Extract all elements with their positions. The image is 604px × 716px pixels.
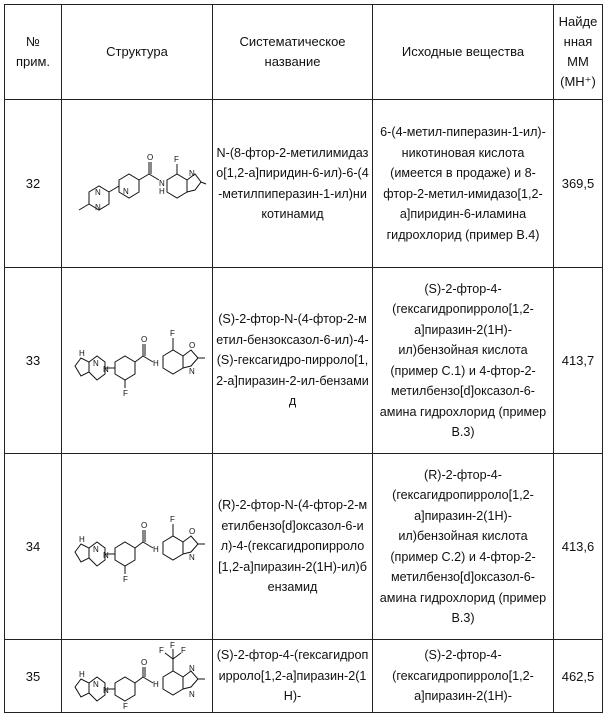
svg-text:F: F (123, 574, 128, 584)
svg-text:N: N (159, 178, 165, 188)
found-mass: 413,6 (554, 454, 603, 640)
svg-text:N: N (103, 364, 109, 374)
svg-text:H: H (159, 186, 165, 196)
svg-text:H: H (153, 680, 159, 689)
starting-materials: (S)-2-фтор-4-(гексагидропирроло[1,2-а]пиразин-2(1Н)- (373, 640, 554, 713)
svg-text:H: H (153, 358, 159, 368)
svg-text:O: O (147, 152, 154, 162)
table-row (5, 100, 603, 268)
svg-text:H: H (79, 534, 85, 544)
header-row (5, 5, 603, 100)
svg-text:N: N (93, 544, 99, 554)
svg-text:N: N (189, 690, 195, 699)
chemical-structure (67, 316, 207, 406)
svg-text:O: O (141, 334, 148, 344)
svg-text:N: N (189, 366, 195, 376)
svg-text:F: F (159, 646, 164, 655)
svg-text:H: H (79, 670, 85, 679)
svg-text:F: F (181, 646, 186, 655)
svg-text:O: O (141, 520, 148, 530)
svg-text:H: H (79, 348, 85, 358)
structure-image (62, 268, 213, 454)
svg-text:F: F (123, 388, 128, 398)
structure-image (62, 454, 213, 640)
svg-text:N: N (103, 686, 109, 695)
chemical-structure (67, 144, 207, 224)
structure-image (62, 640, 213, 713)
chemical-structure (67, 502, 207, 592)
table-row (5, 640, 603, 713)
example-number: 32 (5, 100, 62, 268)
svg-text:N: N (123, 186, 129, 196)
table-row (5, 454, 603, 640)
systematic-name: N-(8-фтор-2-метилимидазо[1,2-а]пиридин-6-ил)-6-(4-метилпиперазин-1-ил)никотинамид (213, 100, 373, 268)
starting-materials: (S)-2-фтор-4-(гексагидропирроло[1,2-а]пиразин-2(1Н)-ил)бензойная кислота (пример С.1) и 4-фтор-2-метилбензо[d]оксазол-6-амина гидрохлорид (пример B.3) (373, 268, 554, 454)
svg-text:O: O (189, 526, 196, 536)
example-number: 35 (5, 640, 62, 713)
svg-text:F: F (170, 328, 175, 338)
svg-text:N: N (93, 680, 99, 689)
svg-text:H: H (153, 544, 159, 554)
systematic-name: (R)-2-фтор-N-(4-фтор-2-метилбензо[d]оксазол-6-ил)-4-(гексагидропирроло[1,2-а]пиразин-2(1Н)-ил)бензамид (213, 454, 373, 640)
header-source: Исходные вещества (373, 5, 554, 100)
example-number: 33 (5, 268, 62, 454)
svg-text:N: N (95, 187, 101, 197)
found-mass: 413,7 (554, 268, 603, 454)
svg-text:N: N (189, 664, 195, 673)
table-row (5, 268, 603, 454)
compounds-table (4, 4, 603, 713)
svg-text:F: F (174, 154, 179, 164)
svg-text:N: N (189, 168, 195, 178)
starting-materials: (R)-2-фтор-4-(гексагидропирроло[1,2-а]пиразин-2(1Н)-ил)бензойная кислота (пример С.2) и 4-фтор-2-метилбензо[d]оксазол-6-амина гидрохлорид (пример B.3) (373, 454, 554, 640)
starting-materials: 6-(4-метил-пиперазин-1-ил)-никотиновая кислота (имеется в продаже) и 8-фтор-2-метил-имидазо[1,2-а]пиридин-6-иламина гидрохлорид (пример B.4) (373, 100, 554, 268)
svg-text:N: N (95, 202, 101, 212)
header-num: № прим. (5, 5, 62, 100)
header-structure: Структура (62, 5, 213, 100)
svg-text:N: N (103, 550, 109, 560)
svg-text:F: F (170, 514, 175, 524)
svg-text:N: N (93, 358, 99, 368)
svg-text:O: O (141, 658, 148, 667)
header-name: Систематическое название (213, 5, 373, 100)
svg-text:N: N (189, 552, 195, 562)
systematic-name: (S)-2-фтор-4-(гексагидропирроло[1,2-а]пиразин-2(1Н)- (213, 640, 373, 713)
found-mass: 369,5 (554, 100, 603, 268)
svg-text:O: O (189, 340, 196, 350)
chemical-structure (67, 641, 207, 711)
header-mm: Найденная ММ (МН⁺) (554, 5, 603, 100)
svg-text:F: F (170, 641, 175, 650)
structure-image (62, 100, 213, 268)
svg-text:F: F (123, 702, 128, 711)
systematic-name: (S)-2-фтор-N-(4-фтор-2-метил-бензоксазол-6-ил)-4-(S)-гексагидро-пирроло[1,2-а]пиразин-2-ил-бензамид (213, 268, 373, 454)
example-number: 34 (5, 454, 62, 640)
found-mass: 462,5 (554, 640, 603, 713)
